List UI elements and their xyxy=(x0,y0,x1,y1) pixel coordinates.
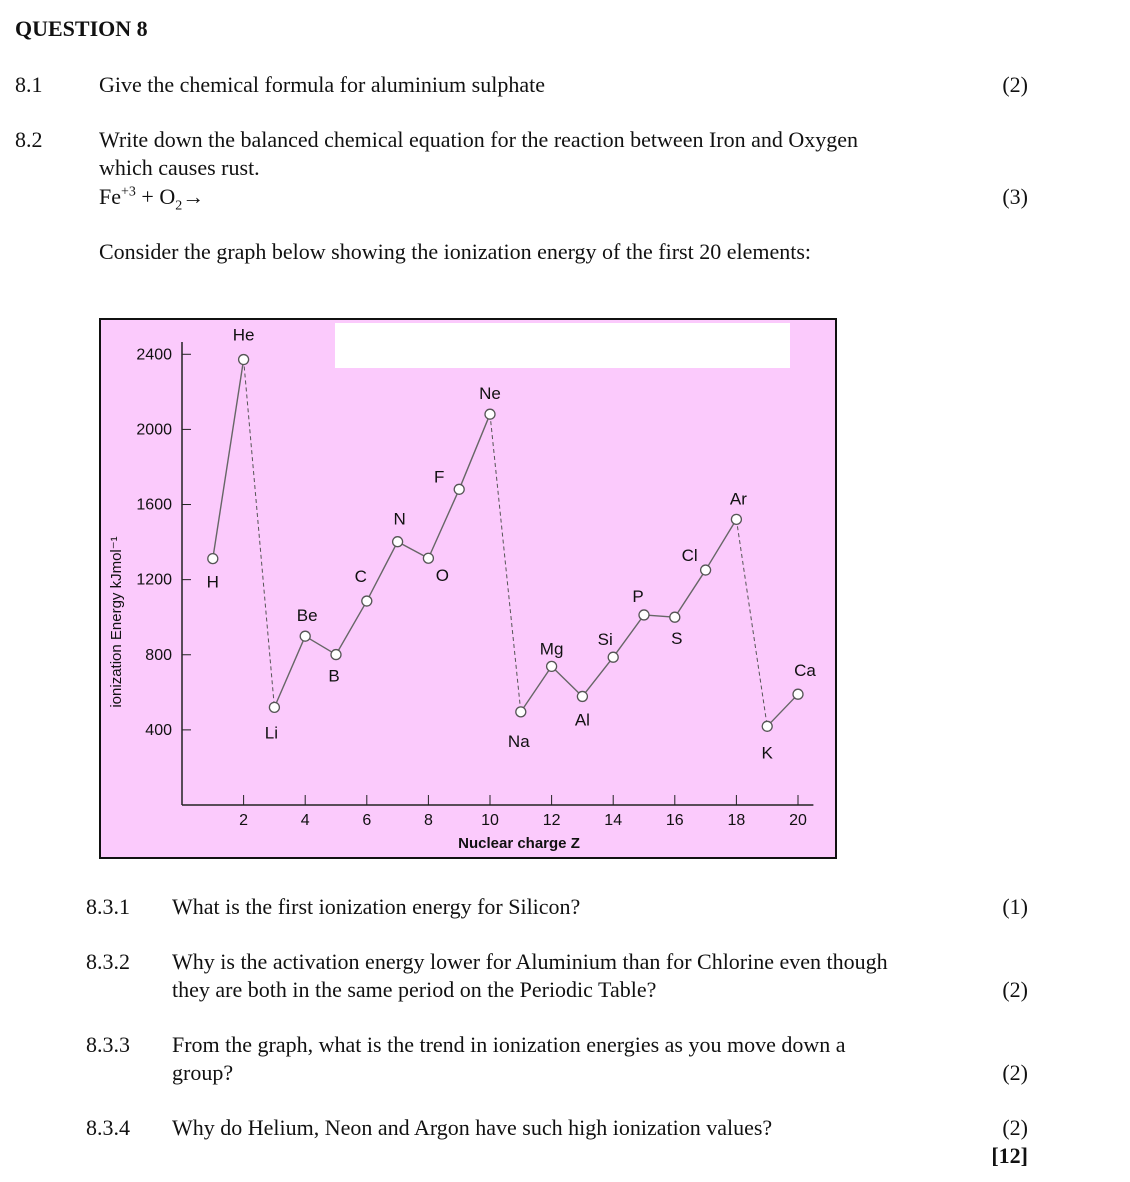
eq-plus-o: + O xyxy=(135,184,176,209)
data-point-na xyxy=(516,707,526,717)
y-axis-label: ionization Energy kJmol⁻¹ xyxy=(108,536,125,708)
data-point-c xyxy=(362,596,372,606)
element-label-p: P xyxy=(632,586,644,606)
q82-equation xyxy=(99,184,204,214)
q82-line2: which causes rust. xyxy=(99,155,260,180)
question-title: QUESTION 8 xyxy=(15,16,148,41)
data-point-b xyxy=(331,650,341,660)
data-point-p xyxy=(639,610,649,620)
y-tick-label: 800 xyxy=(145,646,172,664)
data-point-ca xyxy=(793,689,803,699)
eq-subscript: 2 xyxy=(175,198,183,214)
q81-number: 8.1 xyxy=(15,72,43,97)
series-segment xyxy=(428,489,459,558)
x-tick-label: 8 xyxy=(423,812,433,829)
series-segment xyxy=(213,360,244,559)
data-point-ar xyxy=(731,514,741,524)
element-label-be: Be xyxy=(296,606,318,626)
q833-line1: From the graph, what is the trend in ionization energies as you move down a xyxy=(172,1032,846,1057)
element-label-na: Na xyxy=(507,731,530,751)
q832-line1: Why is the activation energy lower for Aluminium than for Chlorine even though xyxy=(172,949,888,974)
series-segment xyxy=(274,636,305,707)
element-label-al: Al xyxy=(574,710,590,730)
data-point-be xyxy=(300,631,310,641)
element-label-c: C xyxy=(354,567,367,587)
data-point-o xyxy=(423,553,433,563)
data-point-s xyxy=(670,612,680,622)
q834-number: 8.3.4 xyxy=(86,1115,130,1140)
series-segment xyxy=(582,657,613,696)
q833-line2: group? xyxy=(172,1060,234,1085)
y-tick-label: 1600 xyxy=(136,496,172,514)
q831-text: What is the first ionization energy for Silicon? xyxy=(172,894,581,919)
q834-text: Why do Helium, Neon and Argon have such high ionization values? xyxy=(172,1115,773,1140)
element-label-o: O xyxy=(435,566,450,586)
eq-fe: Fe xyxy=(99,184,121,209)
q81-text: Give the chemical formula for aluminium sulphate xyxy=(99,72,545,97)
series-segment xyxy=(521,666,552,711)
element-label-ar: Ar xyxy=(729,489,747,509)
element-label-n: N xyxy=(393,509,406,529)
q832-number: 8.3.2 xyxy=(86,949,130,974)
y-tick-label: 2000 xyxy=(136,421,172,439)
data-point-al xyxy=(577,691,587,701)
element-label-b: B xyxy=(328,666,340,686)
x-tick-label: 20 xyxy=(789,812,807,829)
element-label-f: F xyxy=(434,467,445,487)
element-label-k: K xyxy=(761,743,773,763)
x-tick-label: 2 xyxy=(239,812,249,829)
series-segment xyxy=(613,615,644,657)
y-tick-label: 2400 xyxy=(136,346,172,364)
element-label-h: H xyxy=(206,572,219,592)
x-axis-label: Nuclear charge Z xyxy=(458,835,580,852)
data-point-f xyxy=(454,484,464,494)
series-segment-dashed xyxy=(244,360,275,708)
eq-charge: +3 xyxy=(121,184,136,200)
q831-marks: (1) xyxy=(1002,894,1028,919)
q834-marks: (2) xyxy=(1002,1115,1028,1140)
data-point-cl xyxy=(701,565,711,575)
series-segment xyxy=(367,542,398,601)
q832-line2: they are both in the same period on the Periodic Table? xyxy=(172,977,657,1002)
white-patch xyxy=(335,323,790,368)
eq-arrow: → xyxy=(182,184,205,209)
x-tick-label: 4 xyxy=(300,812,310,829)
q831-number: 8.3.1 xyxy=(86,894,130,919)
question-total: [12] xyxy=(991,1143,1028,1168)
element-label-li: Li xyxy=(264,723,279,743)
x-tick-label: 18 xyxy=(727,812,746,829)
data-point-si xyxy=(608,652,618,662)
element-label-mg: Mg xyxy=(539,639,564,659)
q833-number: 8.3.3 xyxy=(86,1032,130,1057)
element-label-he: He xyxy=(232,325,255,345)
series-segment xyxy=(706,519,737,570)
graph-intro: Consider the graph below showing the ionization energy of the first 20 elements: xyxy=(99,239,811,264)
data-point-mg xyxy=(547,661,557,671)
element-label-cl: Cl xyxy=(681,546,698,566)
data-point-k xyxy=(762,721,772,731)
x-tick-label: 6 xyxy=(362,812,372,829)
y-tick-label: 1200 xyxy=(136,571,172,589)
data-point-h xyxy=(208,554,218,564)
series-segment xyxy=(675,570,706,617)
series-segment-dashed xyxy=(490,414,521,712)
series-segment xyxy=(552,666,583,696)
data-point-ne xyxy=(485,409,495,419)
data-point-he xyxy=(239,355,249,365)
x-tick-label: 14 xyxy=(604,812,623,829)
y-tick-label: 400 xyxy=(145,721,172,739)
chart-svg xyxy=(101,320,835,857)
series-segment-dashed xyxy=(736,519,767,726)
q81-marks: (2) xyxy=(1002,72,1028,97)
q833-marks: (2) xyxy=(1002,1060,1028,1085)
element-label-s: S xyxy=(671,629,683,649)
q832-marks: (2) xyxy=(1002,977,1028,1002)
data-point-n xyxy=(393,537,403,547)
element-label-ca: Ca xyxy=(794,661,816,681)
ionization-energy-chart xyxy=(99,318,837,859)
q82-marks: (3) xyxy=(1002,184,1028,209)
x-tick-label: 16 xyxy=(665,812,684,829)
q82-number: 8.2 xyxy=(15,127,43,152)
x-tick-label: 12 xyxy=(542,812,561,829)
data-point-li xyxy=(269,702,279,712)
series-segment xyxy=(336,601,367,655)
series-segment xyxy=(459,414,490,489)
q82-line1: Write down the balanced chemical equation for the reaction between Iron and Oxygen xyxy=(99,127,859,152)
element-label-ne: Ne xyxy=(479,384,501,404)
x-tick-label: 10 xyxy=(481,812,499,829)
series-segment xyxy=(767,694,798,726)
element-label-si: Si xyxy=(597,630,613,650)
